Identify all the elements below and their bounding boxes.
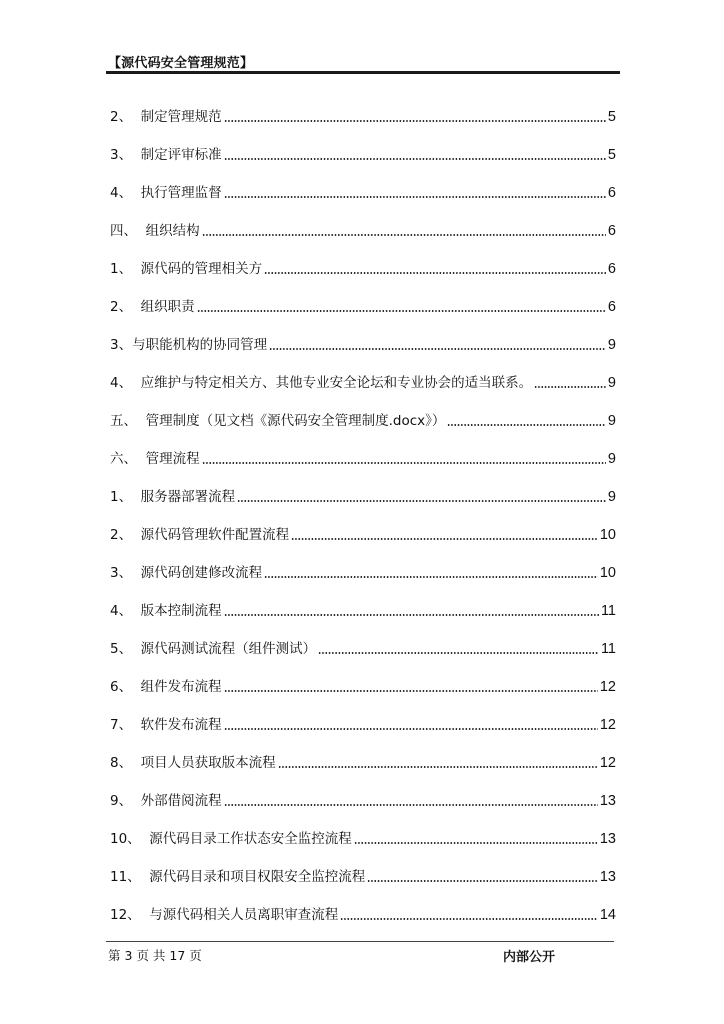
toc-entry-page: 13	[599, 869, 616, 885]
footer-classification: 内部公开	[503, 950, 556, 965]
toc-entry-number: 10、	[110, 831, 150, 847]
toc-entry	[110, 562, 616, 582]
toc-entry-number: 四、	[110, 223, 146, 239]
toc-entry-number: 2、	[110, 109, 141, 125]
toc-entry-title: 执行管理监督	[140, 185, 222, 201]
toc-dot-leader	[224, 614, 599, 616]
toc-entry-title: 制定评审标准	[140, 147, 222, 163]
toc-entry	[110, 106, 616, 126]
toc-entry-page: 9	[607, 337, 616, 353]
toc-entry	[110, 828, 616, 848]
toc-entry	[110, 866, 616, 886]
toc-entry-number: 3、	[110, 337, 133, 353]
toc-entry-number: 7、	[110, 717, 141, 733]
toc-dot-leader	[318, 652, 599, 654]
toc-dot-leader	[197, 310, 606, 312]
toc-entry	[110, 790, 616, 810]
toc-entry-page: 9	[607, 489, 616, 505]
toc-entry	[110, 714, 616, 734]
toc-entry-title: 制定管理规范	[140, 109, 222, 125]
toc-entry	[110, 182, 616, 202]
toc-entry-page: 11	[600, 603, 616, 619]
toc-entry-title: 源代码测试流程（组件测试）	[140, 641, 317, 657]
toc-entry-title: 组织职责	[140, 299, 195, 315]
toc-entry-number: 3、	[110, 147, 141, 163]
toc-entry-title: 软件发布流程	[140, 717, 222, 733]
footer-total-pages: 17	[169, 948, 186, 963]
toc-entry-page: 6	[607, 261, 616, 277]
toc-entry	[110, 486, 616, 506]
document-header-title: 【源代码安全管理规范】	[108, 56, 254, 71]
toc-entry-page: 11	[600, 641, 616, 657]
toc-entry	[110, 752, 616, 772]
toc-entry	[110, 144, 616, 164]
footer-page-prefix: 第	[108, 948, 121, 963]
toc-entry-number: 4、	[110, 375, 141, 391]
toc-entry-page: 5	[607, 147, 616, 163]
toc-entry-title: 源代码创建修改流程	[140, 565, 263, 581]
footer-page-middle: 页 共	[136, 948, 166, 963]
toc-entry-page: 12	[599, 755, 616, 771]
footer-page-suffix: 页	[189, 948, 202, 963]
toc-dot-leader	[354, 842, 598, 844]
footer-divider	[106, 941, 614, 942]
toc-entry	[110, 600, 616, 620]
toc-dot-leader	[264, 576, 598, 578]
toc-dot-leader	[278, 766, 598, 768]
toc-entry-title: 版本控制流程	[140, 603, 222, 619]
toc-dot-leader	[224, 690, 598, 692]
toc-entry-page: 6	[607, 299, 616, 315]
toc-entry	[110, 220, 616, 240]
toc-dot-leader	[291, 538, 598, 540]
toc-entry-page: 10	[599, 527, 616, 543]
toc-dot-leader	[224, 120, 606, 122]
toc-entry-number: 2、	[110, 527, 141, 543]
toc-entry-page: 13	[599, 793, 616, 809]
toc-entry-title: 源代码管理软件配置流程	[140, 527, 290, 543]
toc-dot-leader	[224, 158, 606, 160]
footer-current-page: 3	[124, 948, 133, 963]
toc-entry-number: 1、	[110, 261, 141, 277]
toc-entry-page: 10	[599, 565, 616, 581]
toc-dot-leader	[534, 386, 606, 388]
toc-entry-number: 六、	[110, 451, 146, 467]
toc-entry-page: 9	[607, 375, 616, 391]
toc-entry	[110, 296, 616, 316]
toc-dot-leader	[264, 272, 606, 274]
toc-entry-title: 管理制度（见文档《源代码安全管理制度.docx》）	[145, 413, 446, 429]
toc-entry-page: 14	[599, 907, 616, 923]
toc-entry-title: 与职能机构的协同管理	[132, 337, 268, 353]
toc-entry-number: 11、	[110, 869, 150, 885]
toc-entry-page: 9	[607, 413, 616, 429]
toc-dot-leader	[202, 462, 606, 464]
toc-dot-leader	[224, 804, 598, 806]
toc-entry-title: 源代码目录和项目权限安全监控流程	[149, 869, 366, 885]
toc-entry-number: 12、	[110, 907, 150, 923]
toc-dot-leader	[202, 234, 606, 236]
toc-entry-title: 源代码目录工作状态安全监控流程	[149, 831, 352, 847]
toc-entry-title: 应维护与特定相关方、其他专业安全论坛和专业协会的适当联系。	[140, 375, 533, 391]
toc-entry-number: 五、	[110, 413, 146, 429]
header-divider	[106, 71, 620, 74]
toc-entry-page: 12	[599, 679, 616, 695]
toc-entry-page: 5	[607, 109, 616, 125]
toc-dot-leader	[367, 880, 598, 882]
toc-entry	[110, 372, 616, 392]
toc-entry-number: 3、	[110, 565, 141, 581]
toc-entry-title: 组织结构	[145, 223, 200, 239]
toc-entry-number: 1、	[110, 489, 141, 505]
toc-entry	[110, 258, 616, 278]
toc-dot-leader	[447, 424, 606, 426]
toc-dot-leader	[237, 500, 606, 502]
toc-entry-title: 管理流程	[145, 451, 200, 467]
toc-entry-page: 6	[607, 185, 616, 201]
toc-entry-page: 12	[599, 717, 616, 733]
toc-entry-number: 6、	[110, 679, 141, 695]
toc-entry-number: 5、	[110, 641, 141, 657]
toc-entry-page: 13	[599, 831, 616, 847]
toc-dot-leader	[340, 918, 598, 920]
toc-entry	[110, 676, 616, 696]
toc-entry-title: 组件发布流程	[140, 679, 222, 695]
toc-entry-number: 2、	[110, 299, 141, 315]
toc-entry-number: 4、	[110, 603, 141, 619]
toc-entry	[110, 448, 616, 468]
toc-entry-title: 项目人员获取版本流程	[140, 755, 276, 771]
toc-entry-page: 6	[607, 223, 616, 239]
toc-dot-leader	[269, 348, 606, 350]
toc-entry	[110, 904, 616, 924]
toc-entry-page: 9	[607, 451, 616, 467]
toc-dot-leader	[224, 196, 606, 198]
toc-entry-title: 与源代码相关人员离职审查流程	[149, 907, 339, 923]
toc-entry-title: 外部借阅流程	[140, 793, 222, 809]
toc-entry-number: 9、	[110, 793, 141, 809]
toc-entry-title: 服务器部署流程	[140, 489, 236, 505]
toc-entry	[110, 334, 616, 354]
toc-entry	[110, 524, 616, 544]
toc-entry-number: 4、	[110, 185, 141, 201]
toc-entry	[110, 638, 616, 658]
toc-dot-leader	[224, 728, 598, 730]
toc-entry-title: 源代码的管理相关方	[140, 261, 263, 277]
footer-page-number	[108, 946, 202, 964]
toc-entry-number: 8、	[110, 755, 141, 771]
toc-entry	[110, 410, 616, 430]
